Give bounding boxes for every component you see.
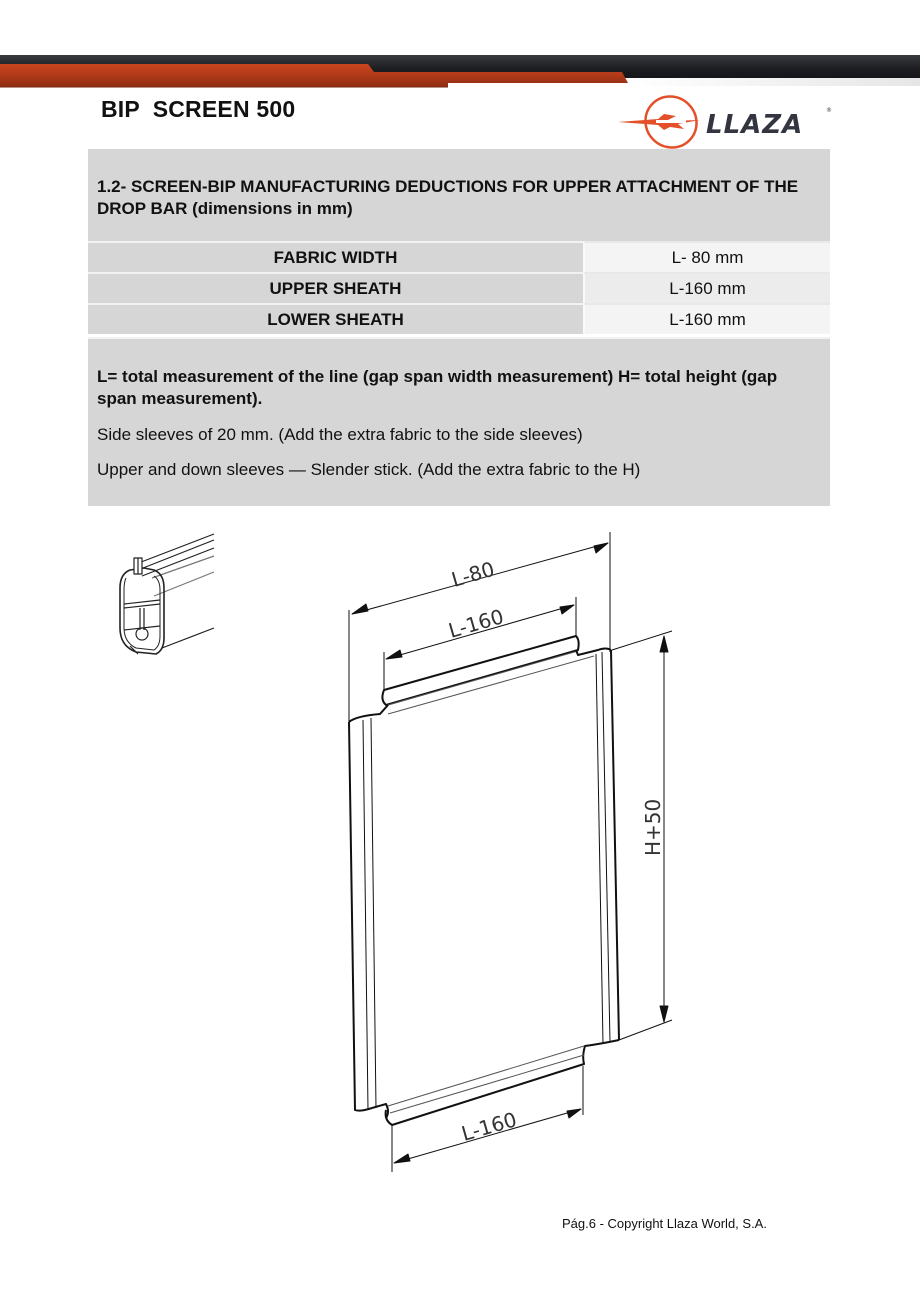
- table-row: [88, 303, 830, 334]
- row-label: UPPER SHEATH: [88, 272, 583, 303]
- header-banner: [0, 0, 920, 90]
- table-row: [88, 272, 830, 303]
- dim-label-height: H+50: [641, 798, 665, 856]
- screen-dimension-drawing: [330, 525, 700, 1185]
- row-label: FABRIC WIDTH: [88, 241, 583, 272]
- section-heading: 1.2- SCREEN-BIP MANUFACTURING DEDUCTIONS FOR UPPER ATTACHMENT OF THE DROP BAR (dimensions in mm): [97, 177, 799, 218]
- side-sleeves-note: Side sleeves of 20 mm. (Add the extra fabric to the side sleeves): [97, 425, 583, 444]
- drop-bar-profile-illustration: [108, 530, 218, 660]
- svg-text:LLAZA: LLAZA: [706, 110, 804, 140]
- measurement-definition: L= total measurement of the line (gap span width measurement) H= total height (gap span measurement).: [97, 367, 778, 408]
- svg-text:®: ®: [826, 107, 832, 114]
- dim-label-lower-sheath: L-160: [458, 1107, 520, 1146]
- notes-panel: [88, 337, 830, 506]
- row-label: LOWER SHEATH: [88, 303, 583, 334]
- row-value: L- 80 mm: [583, 241, 830, 272]
- row-value: L-160 mm: [583, 272, 830, 303]
- row-value: L-160 mm: [583, 303, 830, 334]
- page-footer: Pág.6 - Copyright Llaza World, S.A.: [562, 1216, 767, 1231]
- logo-emblem-icon: [618, 94, 707, 150]
- deductions-table: [88, 241, 830, 334]
- section-heading-panel: [88, 149, 830, 241]
- llaza-logo: [618, 94, 833, 150]
- dim-label-upper-sheath: L-160: [445, 604, 507, 643]
- table-row: [88, 241, 830, 272]
- upper-down-sleeves-note: Upper and down sleeves — Slender stick. (Add the extra fabric to the H): [97, 460, 641, 479]
- dim-label-fabric-width: L-80: [448, 556, 498, 592]
- page-title: BIP SCREEN 500: [101, 96, 296, 122]
